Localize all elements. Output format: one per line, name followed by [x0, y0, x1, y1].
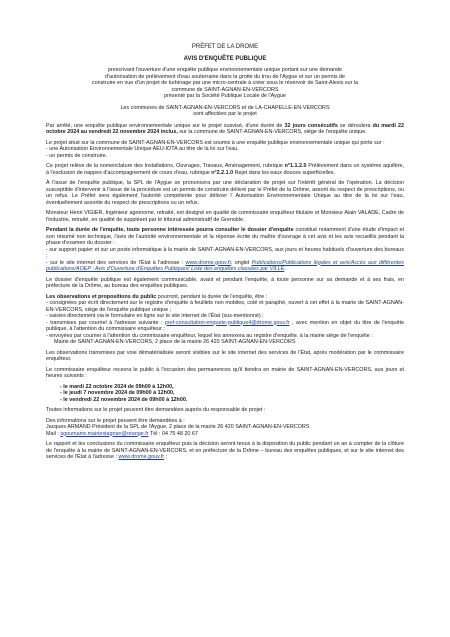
permanence-dates: [46, 384, 404, 404]
list-item: - transmises par courriel à l'adresse suivante : pref-consultation-enquete-publique4@drome.gouv.fr , avec mention en objet du titre de l'enquête publique, à l'attention du commissaire enquêteur ;: [46, 319, 404, 332]
list-item: - un permis de construire.: [46, 152, 108, 159]
paragraph-projet: Le projet situé sur la commune de SAINT-AGNAN-EN-VERCORS est soumis à une enquête publique environnementale unique qui porte sur :: [46, 139, 385, 146]
list-item: - consignées par écrit directement sur le registre d'enquête à feuillets non mobiles, coté et paraphé, ouvert à cet effet à la mairie de SAINT-AGNAN-EN-VERCORS, siège de l'enquête publique unique ;: [46, 300, 404, 313]
paragraph-communicable: Le dossier d'enquête publique est également communicable, avant et pendant l'enquête, à toute personne sur sa demande et à ses frais, en préfecture de la Drôme, au bureau des enquêtes publiques.: [46, 276, 404, 289]
communes-block: [46, 105, 404, 118]
intro-line: présenté par la Société Publique Locale de l'Aygue: [164, 93, 286, 99]
paragraph-moderation: Les observations transmises par voie dématérialisée seront visibles sur le site internet des services de l'État, après modération par le commissaire enquêteur.: [46, 349, 404, 362]
intro-line: construire en vue d'un projet de turbinage par une micro-centrale à créer sous le réservoir de Saint-Alexis sur la: [91, 80, 359, 86]
paragraph-arrete: Par arrêté, une enquête publique environnementale unique sur le projet susvisé, d'une durée de 32 jours consécutifs se déroulera du mardi 22 octobre 2024 au vendredi 22 novembre 2024 inclus, sur la commune de SAINT-AGNAN-EN-VERCORS, siège de l'enquête unique.: [46, 122, 404, 135]
prefect-heading: PRÉFET DE LA DROME: [191, 44, 259, 50]
notice-title: AVIS D'ENQUÊTE PUBLIQUE: [183, 55, 267, 62]
paragraph-commissaire: Monsieur Henri VIGIER, Ingénieur agronome, retraité, est désigné en qualité de commissaire enquêteur titulaire et Monsieur Alain VALADE, Cadre de l'industrie, retraité, en qualité de suppléant par le tribunal administratif de Grenoble.: [46, 210, 404, 223]
paragraph-consultation: Pendant la durée de l'enquête, toute personne intéressée pourra consulter le dossier d'enquête constitué notamment d'une étude d'impact et son résumé non technique, l'avis de l'autorité environnementale et la réponse écrite du maître d'ouvrage à cet avis et les avis recueillis pendant la phase d'examen du dossier :: [46, 227, 404, 246]
contact-line: Jacques ARMAND Président de la SPL de l'Aygue, 2 place de la mairie 26 420 SAINT-AGNAN-EN-VERCORS: [46, 424, 310, 430]
mairie-address: Mairie de SAINT-AGNAN-EN-VERCORS, 2 place de la mairie 26 420 SAINT-AGNAN-EN-VERCORS: [54, 339, 296, 345]
list-item: - sur le site internet des services de l'État à l'adresse : www.drome.gouv.fr, onglet Publications/Publications légales et avis/Accès aux différentes publications/AOEP : Avis d'Ouverture d'Enquêtes Publiques/ Liste des enquêtes classées par VILLE.: [46, 259, 404, 272]
contact-intro: Des informations sur le projet peuvent être demandées à :: [46, 417, 185, 424]
contact-email-link[interactable]: sgoumarre.mairiestagnan@orange.fr: [60, 430, 149, 437]
drome-gouv-link[interactable]: www.drome.gouv.fr: [118, 454, 165, 460]
list-item: - saisies directement via le formulaire en ligne sur le site internet de l'État (sus-mentionné) ;: [46, 313, 264, 319]
publications-path-link[interactable]: Publications/Publications légales et avis/Accès aux différentes publications/AOEP : Avis d'Ouverture d'Enquêtes Publiques/ Liste des enquêtes classées par VILLE: [46, 259, 404, 272]
list-item: - sur support papier et sur un poste informatique à la mairie de SAINT-AGNAN-EN-VERCORS, aux jours et heures habituels d'ouverture des bureaux ;: [46, 246, 404, 259]
permanence-date: - le vendredi 22 novembre 2024 de 09h00 à 12h00.: [60, 396, 188, 403]
communes-line: sont affectées par le projet: [193, 111, 257, 117]
paragraph-rapport: Le rapport et les conclusions du commissaire enquêteur puis la décision seront tenus à la disposition du public pendant un an à compter de la clôture de l'enquête à la mairie de SAINT-AGNAN-EN-VERCORS, et en préfecture de la Drôme – bureau des enquêtes publiques, et sur le site internet des services de l'État à l'adresse : www.drome.gouv.fr ;: [46, 441, 404, 460]
intro-line: prescrivant l'ouverture d'une enquête publique environnementale unique portant sur une demande: [107, 67, 343, 73]
intro-line: d'autorisation de prélèvement d'eau souterraine dans la grotte du trou de l'Aygue et sur un permis de: [104, 73, 346, 80]
drome-gouv-link[interactable]: www.drome.gouv.fr: [185, 259, 231, 266]
communes-line: Les communes de SAINT-AGNAN-EN-VERCORS et de LA-CHAPELLE-EN-VERCORS: [120, 104, 330, 111]
paragraph-decision: À l'issue de l'enquête publique, la SPL de l'Aygue se prononcera par une déclaration de projet sur l'intérêt général de l'opération. La décision susceptible d'intervenir à l'issue de la procédure est un permis de construire délivré par le Préfet de la Drôme, assorti du respect de prescriptions, ou un refus. Le Préfet sera également l'autorité compétente pour délivrer l' Autorisation Environnementale Unique au titre de la loi sur l'eau, éventuellement assortie du respect de prescriptions ou un refus.: [46, 180, 404, 206]
list-item: - une Autorisation Environnementale Unique AEU-IOTA au titre de la loi sur l'eau,: [46, 146, 239, 152]
paragraph-observations: Les observations et propositions du public pourront, pendant la durée de l'enquête, être :: [46, 293, 268, 300]
paragraph-permanences: Le commissaire enquêteur recevra le public à l'occasion des permanences qu'il tiendra en mairie de SAINT-AGNAN-EN-VERCORS, aux jours et heures suivants :: [46, 366, 404, 379]
permanence-date: - le jeudi 7 novembre 2024 de 09h00 à 12h00,: [60, 390, 175, 396]
contact-mail-line: Mail : sgoumarre.mairiestagnan@orange.fr Tél : 04 75 48 20 67: [46, 430, 198, 437]
paragraph-nomenclature: Ce projet relève de la nomenclature des Installations, Ouvrages, Travaux, Aménagement, rubrique n°1.1.2.0 Prélèvement dans un système aquifère, à l'exclusion de nappes d'accompagnement de cours d'eau, rubrique n°2.2.1.0 Rejet dans les eaux douces superficielles.: [46, 163, 404, 176]
permanence-date: - le mardi 22 octobre 2024 de 09h00 à 12h00,: [60, 383, 174, 390]
intro-line: commune de SAINT-AGNAN-EN-VERCORS: [171, 86, 279, 93]
consultation-email-link[interactable]: pref-consultation-enquete-publique4@drome.gouv.fr: [164, 319, 290, 326]
paragraph-responsable: Toutes informations sur le projet peuvent être demandées auprès du responsable de projet :: [46, 407, 266, 413]
notice-header: [46, 44, 404, 100]
list-item: - envoyées par courrier à l'attention du commissaire enquêteur, lequel les annexera au registre d'enquête, à la mairie siège de l'enquête :: [46, 332, 373, 339]
